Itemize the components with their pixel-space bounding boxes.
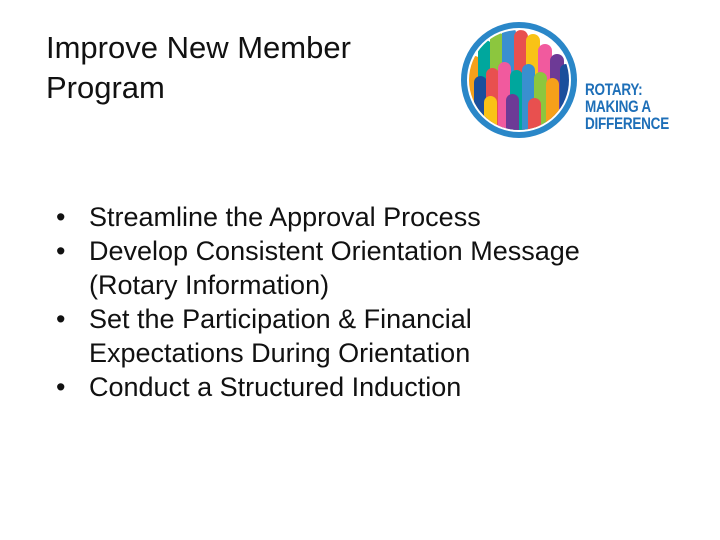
bullet-icon: • [56,304,66,334]
bullet-icon: • [56,372,66,402]
bullet-item [56,302,706,370]
slide-title-line-2: Program [46,70,165,105]
bullet-list [56,200,706,404]
bullet-text: Set the Participation & Financial [89,304,472,334]
bullet-item [56,370,706,404]
logo-wordmark [585,82,669,133]
rotary-people-circle-logo-icon [460,18,584,140]
bullet-icon: • [56,202,66,232]
bullet-text: Conduct a Structured Induction [89,372,462,402]
bullet-text-continued: Expectations During Orientation [89,338,471,368]
logo-text-line-2: MAKING A [585,98,651,116]
bullet-text: Streamline the Approval Process [89,202,481,232]
logo-text-line-1: ROTARY: [585,81,643,99]
logo-text-line-3: DIFFERENCE [585,115,669,133]
bullet-icon: • [56,236,66,266]
bullet-text-continued: (Rotary Information) [89,270,330,300]
rotary-logo [460,18,680,140]
slide-title [46,28,426,108]
bullet-item [56,234,706,302]
slide-title-line-1: Improve New Member [46,30,351,65]
bullet-text: Develop Consistent Orientation Message [89,236,580,266]
bullet-item [56,200,706,234]
